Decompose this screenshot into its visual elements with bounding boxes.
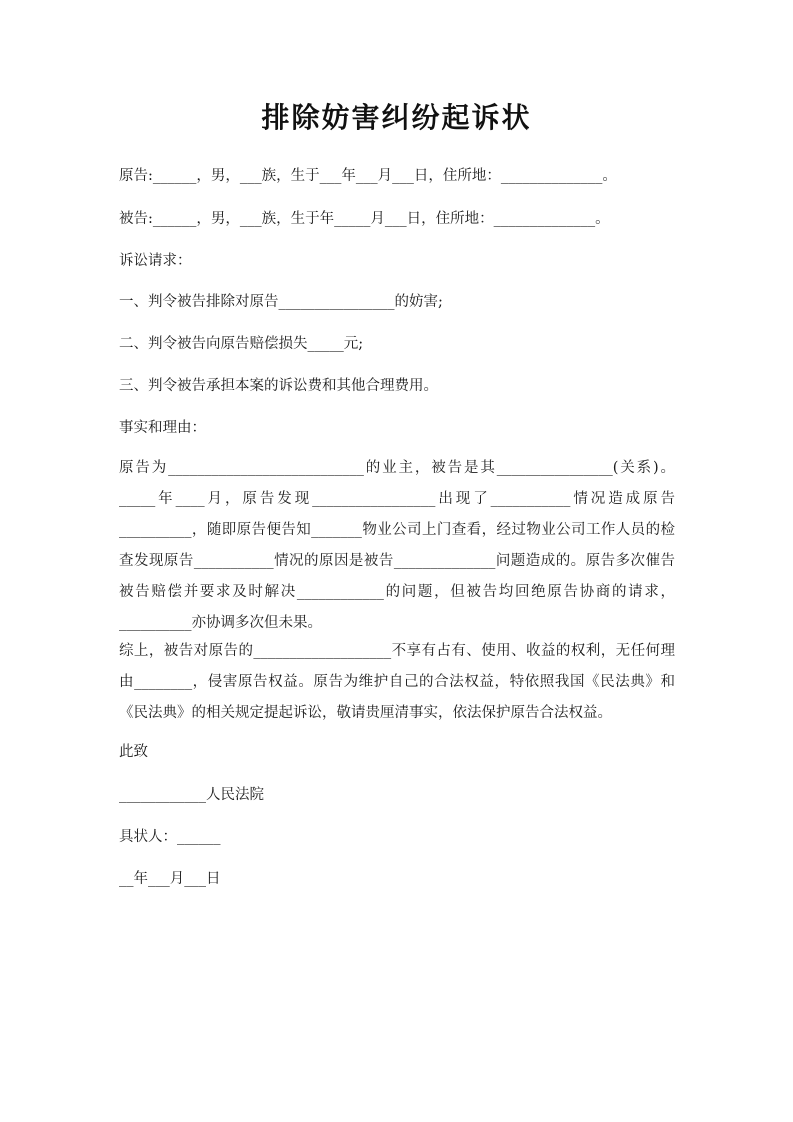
claim-item-1: 一、判令被告排除对原告________________的妨害;	[119, 294, 443, 310]
plaintiff-line: 原告:______，男，___族，生于___年___月___日，住所地：______________。	[119, 168, 617, 184]
date-line: __年___月___日	[119, 871, 221, 887]
facts-paragraph: 原告为___________________________的业主，被告是其________________(关系)。_____年____月，原告发现_________________出现了___________情况造成原告__________，随即原告便告知_______物业公司上门查看，经过物业公司工作人员的检查发现原告___________情况的原因是被告______________问题造成的。原告多次催告被告赔偿并要求及时解决____________的问题，但被告均回绝原告协商的请求，__________亦协调多次但未果。	[119, 460, 675, 631]
claim-item-2: 二、判令被告向原告赔偿损失_____元;	[119, 336, 364, 352]
defendant-line: 被告:______，男，___族，生于年_____月___日，住所地：______________。	[119, 211, 610, 227]
signer-line: 具状人：______	[119, 829, 221, 845]
claim-item-3: 三、判令被告承担本案的诉讼费和其他合理费用。	[119, 378, 438, 394]
document-title: 排除妨害纠纷起诉状	[261, 101, 532, 134]
court-line: ____________人民法院	[119, 787, 264, 803]
salutation: 此致	[119, 744, 148, 760]
claims-heading: 诉讼请求：	[119, 253, 192, 269]
conclusion-paragraph: 综上，被告对原告的___________________不享有占有、使用、收益的权利，无任何理由________，侵害原告权益。原告为维护自己的合法权益，特依照我国《民法典》和《民法典》的相关规定提起诉讼，敬请贵厘清事实，依法保护原告合法权益。	[119, 643, 675, 721]
facts-heading: 事实和理由：	[119, 420, 206, 436]
